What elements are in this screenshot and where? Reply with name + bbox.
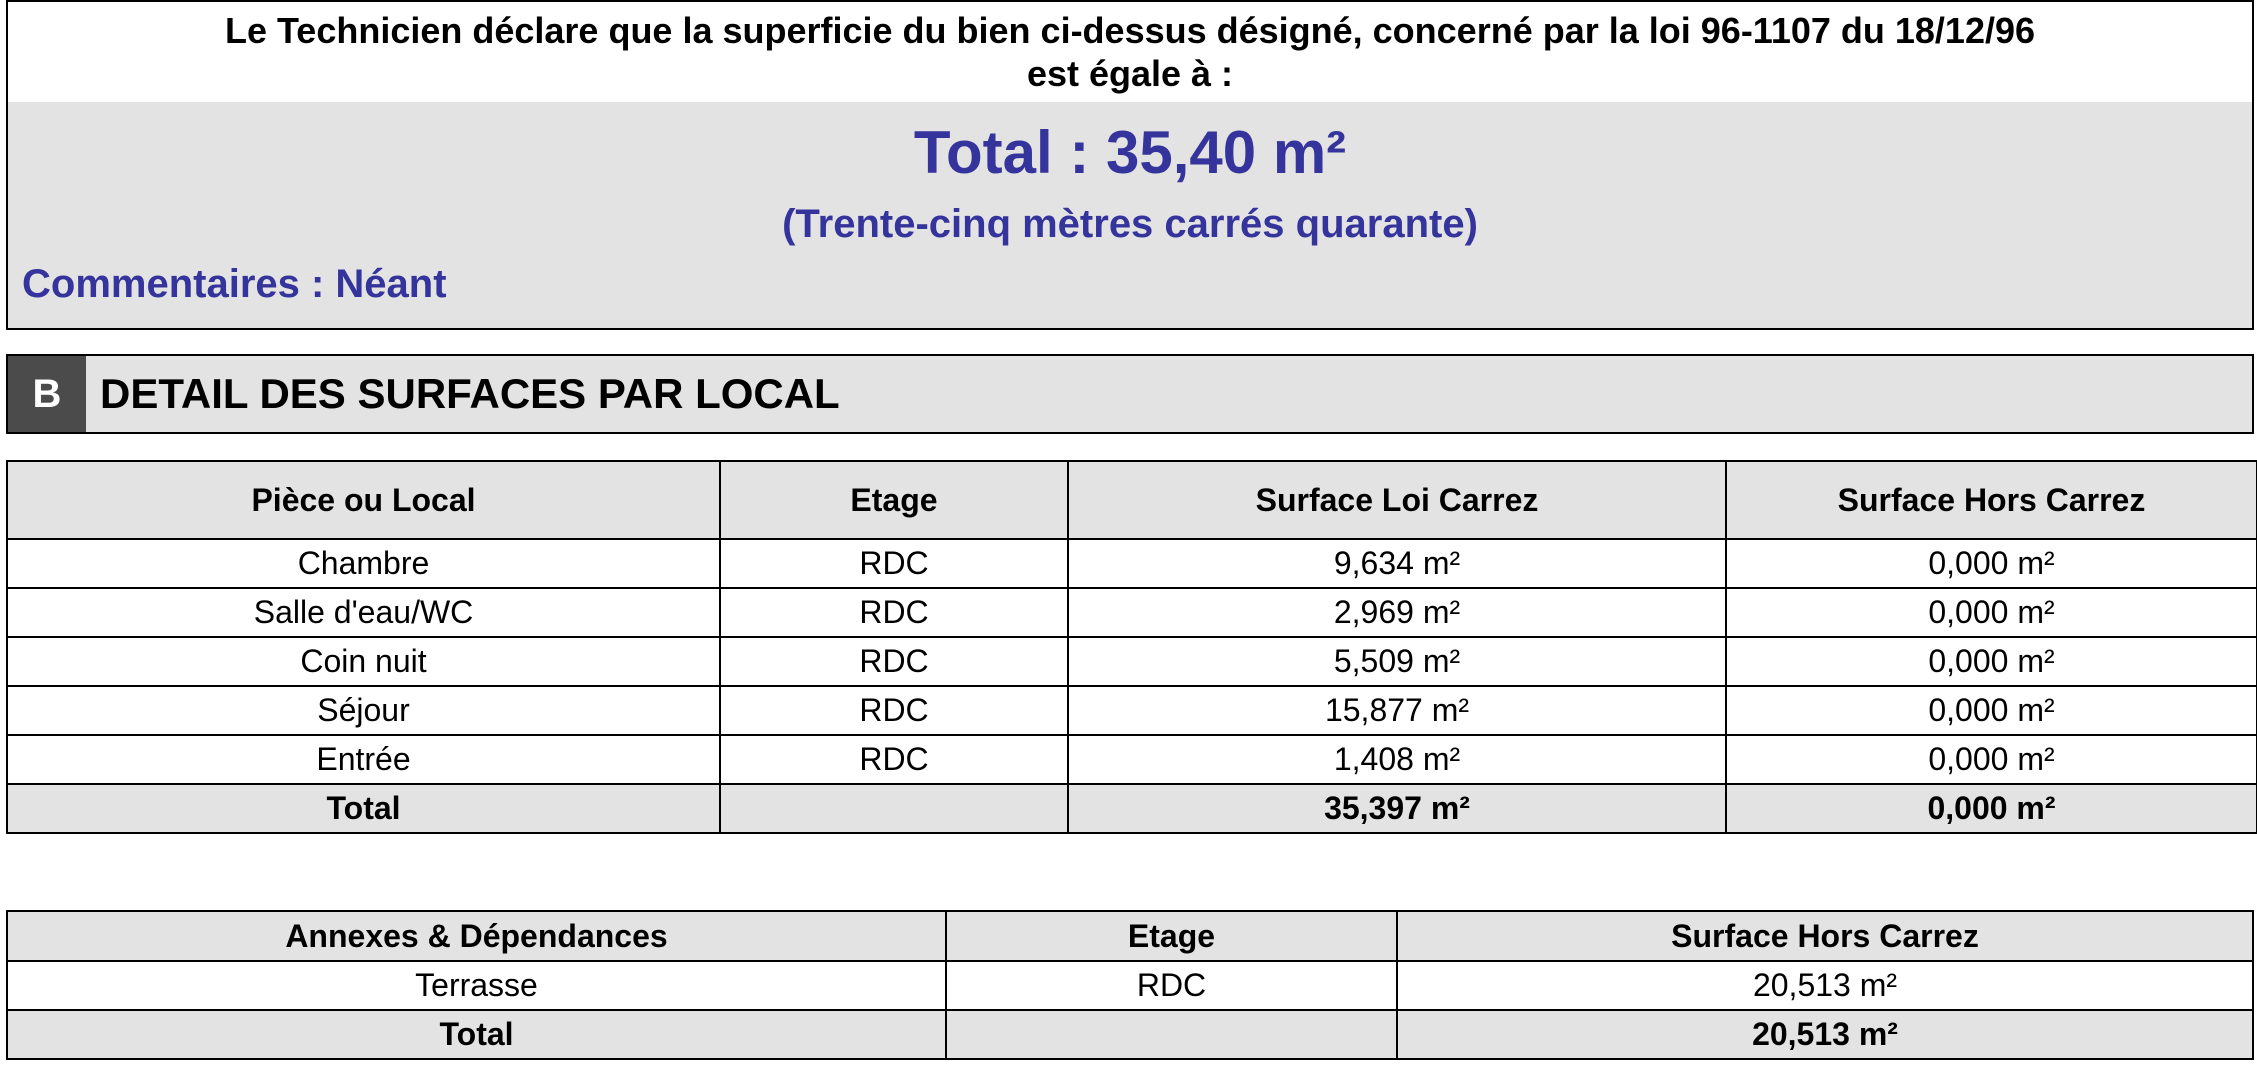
header-hors-carrez: Surface Hors Carrez [1397, 911, 2253, 961]
cell-hors-carrez: 0,000 m² [1726, 637, 2257, 686]
section-title: DETAIL DES SURFACES PAR LOCAL [100, 370, 840, 417]
rooms-table-header [7, 461, 2257, 539]
cell-hors-carrez: 0,000 m² [1726, 735, 2257, 784]
header-hors-carrez: Surface Hors Carrez [1726, 461, 2257, 539]
annexes-table [6, 910, 2254, 1060]
cell-floor: RDC [720, 637, 1068, 686]
total-surface-words: (Trente-cinq mètres carrés quarante) [782, 202, 1478, 246]
table-row [7, 686, 2257, 735]
table-row [7, 637, 2257, 686]
cell-floor: RDC [946, 961, 1397, 1010]
header-room: Pièce ou Local [7, 461, 720, 539]
total-hors-carrez: 0,000 m² [1726, 784, 2257, 833]
header-carrez: Surface Loi Carrez [1068, 461, 1726, 539]
header-floor: Etage [946, 911, 1397, 961]
cell-room: Salle d'eau/WC [7, 588, 720, 637]
declaration-line-2: est égale à : [1026, 53, 1234, 94]
header-annex: Annexes & Dépendances [7, 911, 946, 961]
cell-hors-carrez: 0,000 m² [1726, 686, 2257, 735]
table-row [7, 539, 2257, 588]
total-floor [946, 1010, 1397, 1059]
annexes-total-row [7, 1010, 2253, 1059]
cell-hors-carrez: 0,000 m² [1726, 588, 2257, 637]
cell-hors-carrez: 0,000 m² [1726, 539, 2257, 588]
cell-carrez: 1,408 m² [1068, 735, 1726, 784]
total-label: Total [7, 1010, 946, 1059]
section-header [6, 354, 2254, 434]
cell-room: Entrée [7, 735, 720, 784]
comments: Commentaires : Néant [22, 262, 447, 306]
cell-floor: RDC [720, 735, 1068, 784]
total-surface: Total : 35,40 m² [913, 119, 1347, 186]
table-row [7, 961, 2253, 1010]
declaration-line-1: Le Technicien déclare que la superficie du bien ci-dessus désigné, concerné par la loi 96-1107 du 18/12/96 [224, 10, 2036, 51]
table-row [7, 735, 2257, 784]
rooms-total-row [7, 784, 2257, 833]
total-hors-carrez: 20,513 m² [1397, 1010, 2253, 1059]
table-row [7, 588, 2257, 637]
cell-room: Coin nuit [7, 637, 720, 686]
cell-floor: RDC [720, 686, 1068, 735]
section-letter: B [8, 356, 86, 432]
cell-hors-carrez: 20,513 m² [1397, 961, 2253, 1010]
cell-room: Chambre [7, 539, 720, 588]
header-floor: Etage [720, 461, 1068, 539]
cell-carrez: 2,969 m² [1068, 588, 1726, 637]
declaration-box [6, 0, 2254, 104]
total-label: Total [7, 784, 720, 833]
annexes-table-header [7, 911, 2253, 961]
cell-carrez: 9,634 m² [1068, 539, 1726, 588]
cell-floor: RDC [720, 539, 1068, 588]
cell-carrez: 5,509 m² [1068, 637, 1726, 686]
cell-floor: RDC [720, 588, 1068, 637]
cell-carrez: 15,877 m² [1068, 686, 1726, 735]
total-carrez: 35,397 m² [1068, 784, 1726, 833]
total-box [6, 102, 2254, 330]
rooms-table [6, 460, 2257, 834]
total-floor [720, 784, 1068, 833]
cell-room: Séjour [7, 686, 720, 735]
cell-annex: Terrasse [7, 961, 946, 1010]
